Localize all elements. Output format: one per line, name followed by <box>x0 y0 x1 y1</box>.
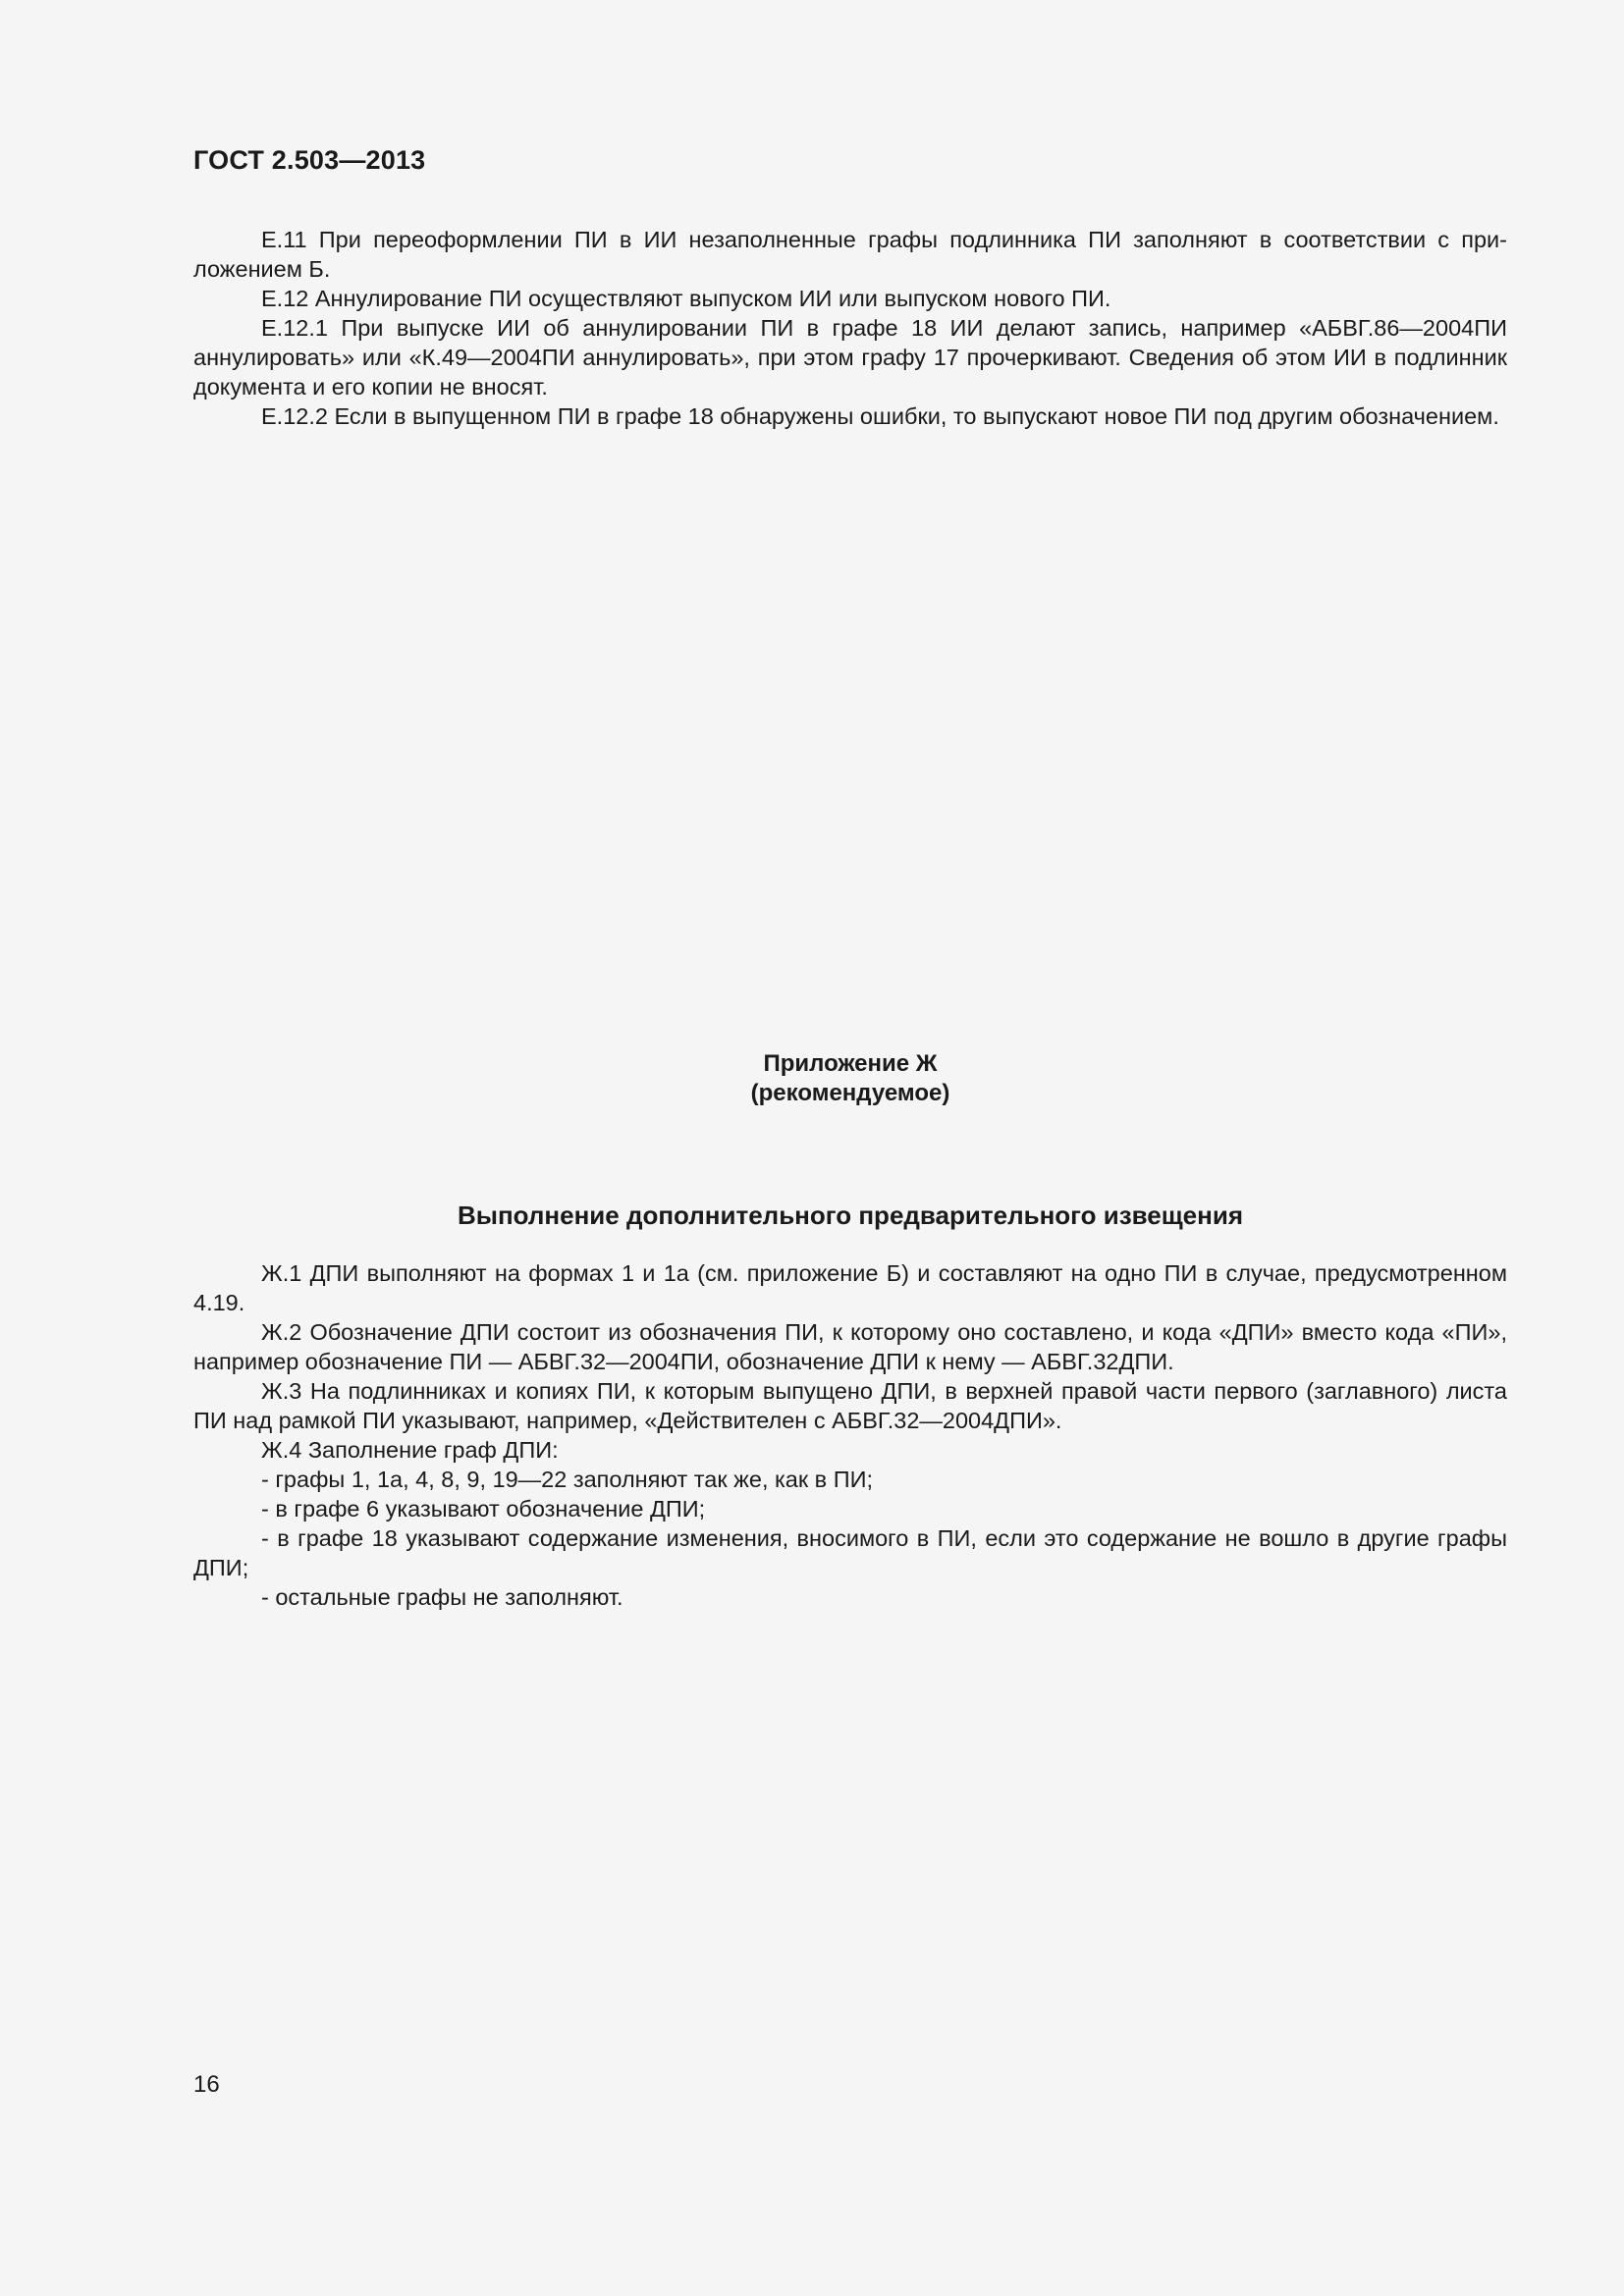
page-number: 16 <box>193 2071 220 2098</box>
section-zh-text <box>193 1258 1507 1612</box>
list-item: - остальные графы не заполняют. <box>261 1584 623 1610</box>
appendix-heading <box>193 1049 1507 1108</box>
paragraph-e12: Е.12 Аннулирование ПИ осуществляют выпуском ИИ или выпуском нового ПИ. <box>261 286 1111 311</box>
paragraph-zh2: Ж.2 Обозначение ДПИ состоит из обозначения ПИ, к которому оно составлено, и кода «ДПИ» вместо кода «ПИ», например обозначение ПИ — АБВГ.32—2004ПИ, обозначение ДПИ к нему — АБВГ.32ДПИ. <box>193 1319 1507 1374</box>
appendix-status: (рекомендуемое) <box>750 1080 950 1106</box>
list-item: - графы 1, 1а, 4, 8, 9, 19—22 заполняют так же, как в ПИ; <box>261 1467 874 1492</box>
section-e-text <box>193 225 1507 431</box>
page-header-standard: ГОСТ 2.503—2013 <box>193 145 426 175</box>
paragraph-zh4: Ж.4 Заполнение граф ДПИ: <box>261 1437 559 1463</box>
paragraph-zh1: Ж.1 ДПИ выполняют на формах 1 и 1а (см. приложение Б) и составляют на одно ПИ в случае, предусмотренном 4.19. <box>193 1260 1507 1315</box>
paragraph-e122: Е.12.2 Если в выпущенном ПИ в графе 18 обнаружены ошибки, то выпускают новое ПИ под другим обозначением. <box>261 403 1499 429</box>
paragraph-zh3: Ж.3 На подлинниках и копиях ПИ, к которым выпущено ДПИ, в верхней правой части первого (заглавного) листа ПИ над рамкой ПИ указывают, например, «Действителен с АБВГ.32—2004ДПИ». <box>193 1378 1507 1433</box>
paragraph-e11: Е.11 При переоформлении ПИ в ИИ незаполненные графы подлинника ПИ заполняют в соответствии с приложением Б. <box>193 227 1507 282</box>
list-item: - в графе 18 указывают содержание изменения, вносимого в ПИ, если это содержание не вошло в другие графы ДПИ; <box>193 1525 1507 1580</box>
appendix-title: Выполнение дополнительного предварительного извещения <box>457 1201 1244 1230</box>
paragraph-e121: Е.12.1 При выпуске ИИ об аннулировании ПИ в графе 18 ИИ делают запись, например «АБВГ.86—2004ПИ аннулировать» или «К.49—2004ПИ аннулировать», при этом графу 17 прочеркивают. Сведения об этом ИИ в подлинник документа и его копии не вносят. <box>193 315 1507 400</box>
appendix-label: Приложение Ж <box>763 1050 938 1077</box>
list-item: - в графе 6 указывают обозначение ДПИ; <box>261 1496 706 1522</box>
